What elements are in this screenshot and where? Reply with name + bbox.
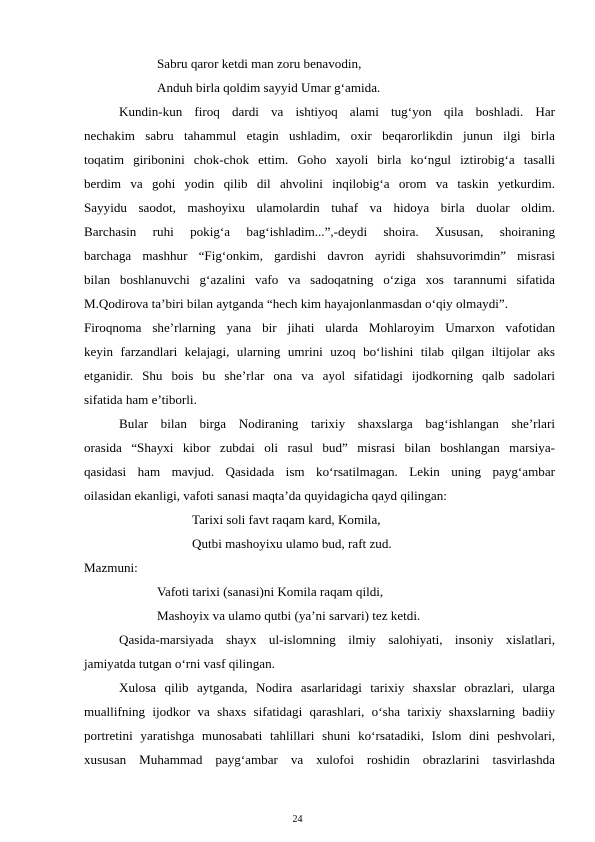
paragraph-line: Firoqnoma she’rlarning yana bir jihati ularda Mohlaroyim Umarxon vafotidan	[84, 320, 555, 335]
paragraph-first-line: Qasida-marsiyada shayx ul-islomning ilmiy salohiyati, insoniy xislatlari,	[119, 632, 555, 647]
verse-line: Qutbi mashoyixu ulamo bud, raft zud.	[192, 536, 392, 551]
paragraph-line: Barchasin ruhi pokig‘a bag‘ishladim...”,-deydi shoira. Xususan, shoiraning	[84, 224, 555, 239]
verse-line: Mashoyix va ulamo qutbi (ya’ni sarvari) tez ketdi.	[157, 608, 421, 623]
paragraph-first-line: Bular bilan birga Nodiraning tarixiy shaxslarga bag‘ishlangan she’rlari	[119, 416, 555, 431]
paragraph-line: Sayyidu saodot, mashoyixu ulamolardin tuhaf va hidoya birla duolar oldim.	[84, 200, 555, 215]
verse-line: Sabru qaror ketdi man zoru benavodin,	[157, 56, 362, 71]
paragraph-line: nechakim sabru tahammul etagin ushladim, oxir beqarorlikdin junun ilgi birla	[84, 128, 555, 143]
paragraph-line: barchaga mashhur “Fig‘onkim, gardishi davron ayridi shahsuvorimdin” misrasi	[84, 248, 555, 263]
paragraph-last-line: M.Qodirova ta’biri bilan aytganda “hech kim hayajonlanmasdan o‘qiy olmaydi”.	[84, 296, 508, 311]
paragraph-last-line: oilasidan ekanligi, vafoti sanasi maqta’da quyidagicha qayd qilingan:	[84, 488, 447, 503]
paragraph-last-line: jamiyatda tutgan o‘rni vasf qilingan.	[84, 656, 275, 671]
paragraph-line: portretini yaratishga munosabati tahlillari shuni ko‘rsatadiki, Islom dini peshvolari,	[84, 728, 555, 743]
paragraph-line: bilan boshlanuvchi g‘azalini vafo va sadoqatning o‘ziga xos tarannumi sifatida	[84, 272, 555, 287]
paragraph-line: toqatim giribonini chok-chok ettim. Goho xayoli birla ko‘ngul iztirobig‘a tasalli	[84, 152, 555, 167]
paragraph-last-line: sifatida ham e’tiborli.	[84, 392, 197, 407]
page-number: 24	[292, 814, 303, 825]
paragraph-line: etganidir. Shu bois bu she’rlar ona va ayol sifatidagi ijodkorning qalb sadolari	[84, 368, 555, 383]
paragraph-line: xususan Muhammad payg‘ambar va xulofoi roshidin obrazlarini tasvirlashda	[84, 752, 555, 767]
paragraph-line: keyin farzandlari kelajagi, ularning umrini uzoq bo‘lishini tilab qilgan iltijolar aks	[84, 344, 555, 359]
paragraph-first-line: Xulosa qilib aytganda, Nodira asarlaridagi tarixiy shaxslar obrazlari, ularga	[119, 680, 555, 695]
paragraph-line: qasidasi ham mavjud. Qasidada ism ko‘rsatilmagan. Lekin uning payg‘ambar	[84, 464, 555, 479]
paragraph-line: berdim va gohi yodin qilib dil ahvolini inqilobig‘a orom va taskin yetkurdim.	[84, 176, 555, 191]
verse-line: Vafoti tarixi (sanasi)ni Komila raqam qildi,	[157, 584, 384, 599]
section-label: Mazmuni:	[84, 560, 138, 575]
verse-line: Tarixi soli favt raqam kard, Komila,	[192, 512, 381, 527]
paragraph-line: orasida “Shayxi kibor zubdai oli rasul bud” misrasi bilan boshlangan marsiya-	[84, 440, 555, 455]
verse-line: Anduh birla qoldim sayyid Umar g‘amida.	[157, 80, 381, 95]
paragraph-first-line: Kundin-kun firoq dardi va ishtiyoq alami tug‘yon qila boshladi. Har	[119, 104, 555, 119]
paragraph-line: muallifning ijodkor va shaxs sifatidagi qarashlari, o‘sha tarixiy shaxslarning badiiy	[84, 704, 555, 719]
